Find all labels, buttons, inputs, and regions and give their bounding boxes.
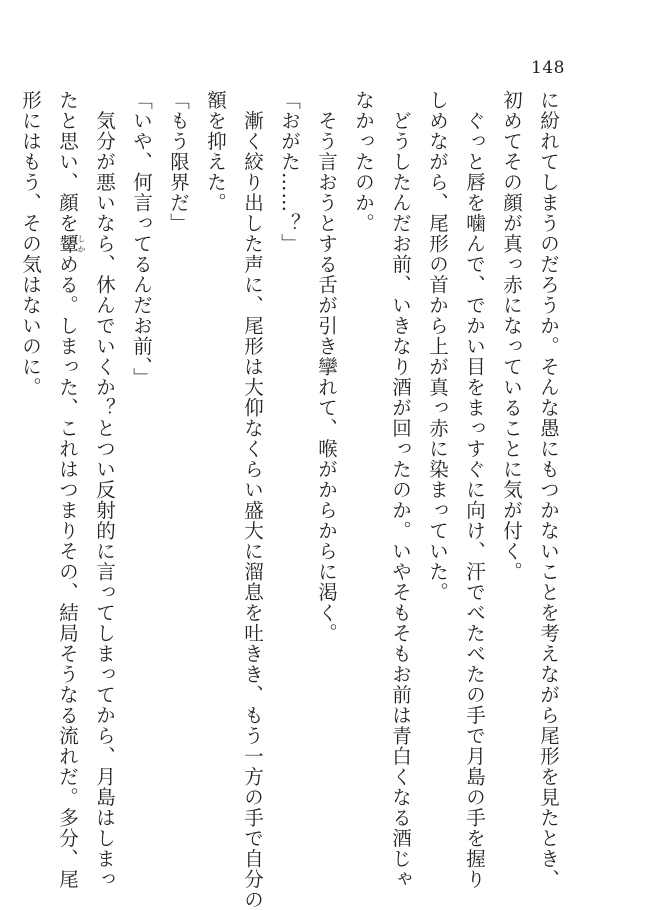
text-line: 額を抑えた。: [204, 90, 227, 213]
text-line: 「いや、何言ってるんだお前、」: [130, 90, 153, 388]
ruby-reading: しか: [77, 233, 86, 254]
text-segment: 「おがた: [278, 90, 301, 172]
text-line: そう言おうとする舌が引き攣れて、喉がからからに渇く。: [315, 90, 338, 644]
text-segment: める。しまった、これはつまりその、結局そうなる流れだ。多分、尾: [56, 254, 79, 890]
text-line: なかったのか。: [352, 90, 375, 234]
text-line: どうしたんだお前、いきなり酒が回ったのか。いやそもそもお前は青白くなる酒じゃ: [389, 90, 412, 890]
text-line: しめながら、尾形の首から上が真っ赤に染まっていた。: [426, 90, 449, 603]
vertical-text-body: [12, 90, 567, 910]
text-line: 初めてその顔が真っ赤になっていることに気が付く。: [500, 90, 523, 582]
text-segment: 漸く絞り出した声に、尾形は大仰なくらい盛大に溜息を吐き: [241, 90, 264, 664]
ruby-base: 顰: [56, 233, 79, 254]
text-line: [49, 90, 86, 890]
page-number: 148: [531, 58, 565, 78]
text-line: 気分が悪いなら、休んでいくか？とつい反射的に言ってしまってから、月島はしまっ: [93, 90, 116, 890]
ellipsis: ……: [278, 172, 301, 213]
text-line: に紛れてしまうのだろうか。そんな愚にもつかないことを考えながら尾形を見たとき、: [537, 90, 560, 890]
text-line: [271, 90, 308, 835]
text-line: 「もう限界だ」: [167, 90, 190, 234]
furigana-ruby: [56, 233, 86, 255]
text-segment: き、もう一方の手で自分の: [241, 664, 264, 910]
text-segment: ？」: [278, 213, 301, 254]
text-segment: たと思い、顔を: [56, 90, 79, 234]
text-line: [234, 90, 271, 910]
text-line: 形にはもう、その気はないのに。: [19, 90, 42, 398]
text-line: ぐっと唇を噛んで、でかい目をまっすぐに向け、汗でべたべたの手で月島の手を握り: [463, 90, 486, 890]
